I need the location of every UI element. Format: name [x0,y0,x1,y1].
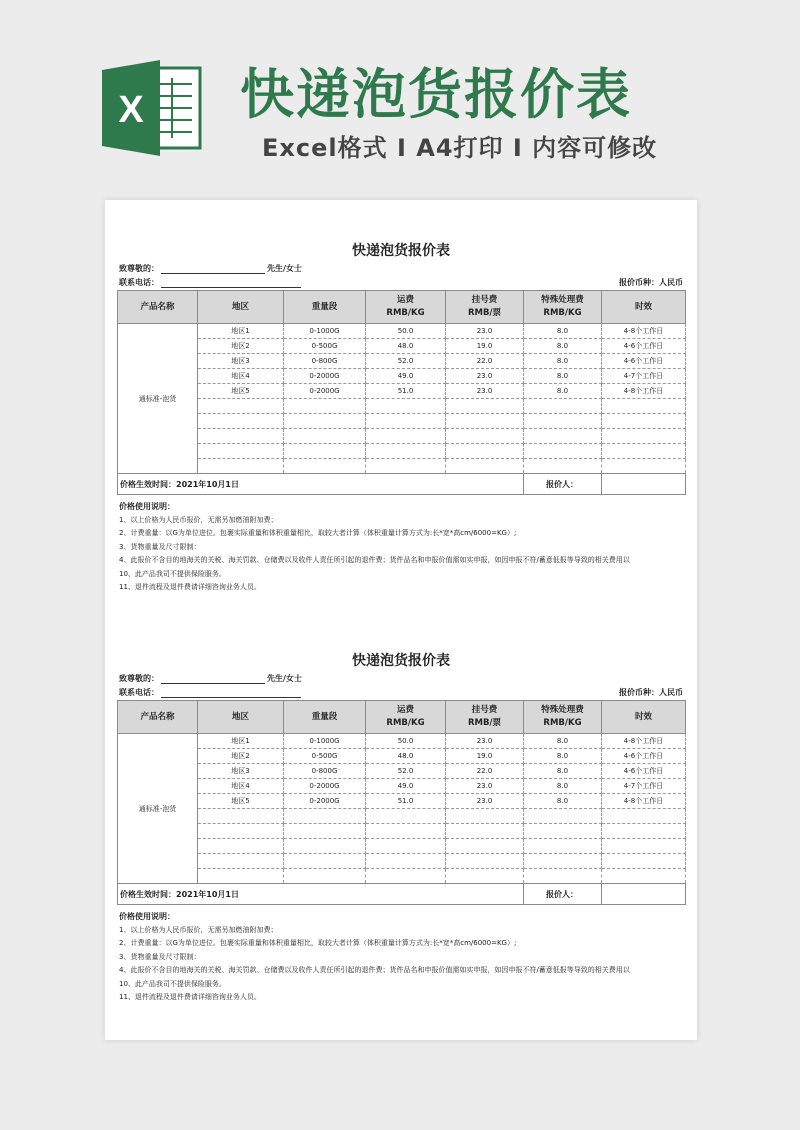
header-time: 时效 [602,701,686,734]
table-row: 地区4 0-2000G 49.0 23.0 8.0 4-7个工作日 [118,369,686,384]
contact-label: 联系电话： [119,688,159,697]
note-item: 10、此产品我司不提供保险服务。 [119,569,226,578]
quoter-label: 报价人： [524,884,602,905]
header-weight: 重量段 [284,291,366,324]
note-item: 11、退件流程及退件费请详细咨询业务人员。 [119,583,261,591]
quoter-label: 报价人： [524,474,602,495]
table-header-row [118,291,686,324]
header-freight: 运费 RMB/KG [366,701,446,734]
note-item: 11、退件流程及退件费请详细咨询业务人员。 [119,993,261,1001]
dear-suffix: 先生/女士 [267,674,302,683]
price-table [117,290,686,495]
header-region: 地区 [198,701,284,734]
dear-name-field[interactable] [161,265,265,274]
usage-notes [119,500,630,595]
empty-row [118,414,686,429]
table-row: 地区5 0-2000G 51.0 23.0 8.0 4-8个工作日 [118,384,686,399]
sheet-title: 快递泡货报价表 [352,653,450,669]
header-region: 地区 [198,291,284,324]
table-row: 通标准-泡货 地区1 0-1000G 50.0 23.0 8.0 4-8个工作日 [118,734,686,749]
dear-suffix: 先生/女士 [267,264,302,273]
dear-label: 致尊敬的： [119,264,159,273]
empty-row [118,459,686,474]
product-name-cell: 通标准-泡货 [118,734,198,884]
empty-row [118,869,686,884]
table-header-row [118,701,686,734]
header-special: 特殊处理费 RMB/KG [524,701,602,734]
note-item: 1、以上价格为人民币报价，无需另加燃油附加费； [119,925,278,934]
header-freight: 运费 RMB/KG [366,291,446,324]
contact-label: 联系电话： [119,278,159,287]
quoter-field[interactable] [602,474,686,495]
table-row: 地区4 0-2000G 49.0 23.0 8.0 4-7个工作日 [118,779,686,794]
table-footer-row [118,884,686,905]
note-item: 4、此报价不含目的地海关的关税、海关罚款、仓储费以及收件人责任所引起的退件费；货件品名和申报价值需如实申报，如因申报不符/蓄意低报等导致的相关费用以 [119,966,630,974]
banner-title: 快递泡货报价表 [240,63,632,126]
table-row: 通标准-泡货 地区1 0-1000G 50.0 23.0 8.0 4-8个工作日 [118,324,686,339]
note-item: 1、以上价格为人民币报价，无需另加燃油附加费； [119,515,278,524]
contact-line [119,687,301,698]
excel-logo-icon [100,60,204,156]
valid-date: 价格生效时间：2021年10月1日 [118,474,524,495]
banner-subtitle: Excel格式 I A4打印 I 内容可修改 [262,134,658,162]
document-page [105,200,697,1040]
header-time: 时效 [602,291,686,324]
usage-notes [119,910,630,1005]
note-item: 2、计费重量：以G为单位进位。包裹实际重量和体积重量相比，取较大者计算（体积重量计算方式为:长*宽*高cm/6000=KG）; [119,939,517,947]
table-row: 地区2 0-500G 48.0 19.0 8.0 4-6个工作日 [118,749,686,764]
price-table [117,700,686,905]
quoter-field[interactable] [602,884,686,905]
table-row: 地区3 0-800G 52.0 22.0 8.0 4-6个工作日 [118,764,686,779]
header-special: 特殊处理费 RMB/KG [524,291,602,324]
header-product: 产品名称 [118,701,198,734]
dear-line [119,263,302,274]
logo-letter: X [118,89,144,131]
header-registration: 挂号费 RMB/票 [446,291,524,324]
empty-row [118,839,686,854]
contact-line [119,277,301,288]
empty-row [118,399,686,414]
notes-title: 价格使用说明： [119,912,175,921]
contact-phone-field[interactable] [161,279,301,288]
currency-label: 报价币种：人民币 [619,278,683,287]
header-weight: 重量段 [284,701,366,734]
dear-line [119,673,302,684]
contact-phone-field[interactable] [161,689,301,698]
note-item: 4、此报价不含目的地海关的关税、海关罚款、仓储费以及收件人责任所引起的退件费；货件品名和申报价值需如实申报，如因申报不符/蓄意低报等导致的相关费用以 [119,556,630,564]
quote-sheet [105,610,697,1020]
product-name-cell: 通标准-泡货 [118,324,198,474]
empty-row [118,429,686,444]
note-item: 2、计费重量：以G为单位进位。包裹实际重量和体积重量相比，取较大者计算（体积重量计算方式为:长*宽*高cm/6000=KG）; [119,529,517,537]
table-row: 地区3 0-800G 52.0 22.0 8.0 4-6个工作日 [118,354,686,369]
valid-date: 价格生效时间：2021年10月1日 [118,884,524,905]
table-footer-row [118,474,686,495]
empty-row [118,854,686,869]
table-row: 地区5 0-2000G 51.0 23.0 8.0 4-8个工作日 [118,794,686,809]
empty-row [118,444,686,459]
note-item: 10、此产品我司不提供保险服务。 [119,979,226,988]
currency-label: 报价币种：人民币 [619,688,683,697]
dear-label: 致尊敬的： [119,674,159,683]
header-registration: 挂号费 RMB/票 [446,701,524,734]
dear-name-field[interactable] [161,675,265,684]
quote-sheet [105,200,697,610]
sheet-title: 快递泡货报价表 [352,243,450,259]
notes-title: 价格使用说明： [119,502,175,511]
table-row: 地区2 0-500G 48.0 19.0 8.0 4-6个工作日 [118,339,686,354]
header-product: 产品名称 [118,291,198,324]
note-item: 3、货物重量及尺寸限制： [119,952,201,961]
empty-row [118,824,686,839]
note-item: 3、货物重量及尺寸限制： [119,542,201,551]
empty-row [118,809,686,824]
